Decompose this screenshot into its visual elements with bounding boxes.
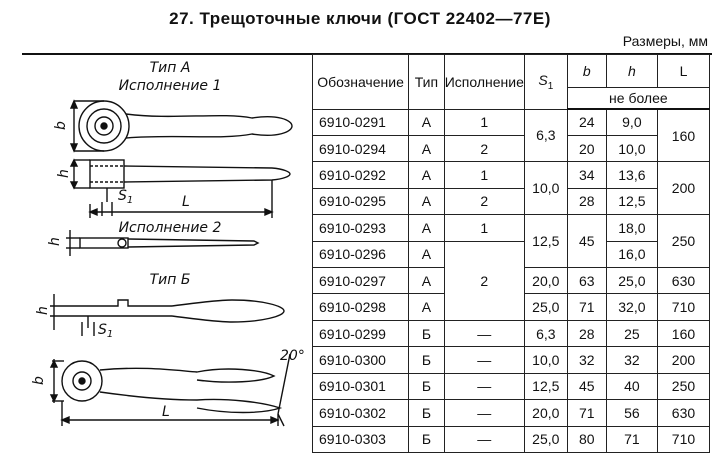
cell-b: 20 — [567, 135, 606, 161]
cell-b: 28 — [567, 188, 606, 214]
dim-s-b: $S_1$ — [98, 322, 114, 340]
cell-L: 710 — [657, 294, 709, 320]
dim-angle: 20° — [280, 348, 305, 364]
cell-code: 6910-0296 — [313, 241, 409, 267]
wrench-drawings — [22, 54, 312, 454]
dim-L-b: L — [162, 404, 170, 420]
header-b: b — [567, 55, 606, 88]
dim-h-b: h — [35, 306, 51, 315]
cell-h: 25 — [606, 320, 657, 346]
cell-s: 20,0 — [524, 268, 567, 294]
table-row — [313, 426, 710, 452]
table-row — [313, 215, 710, 241]
cell-variant: — — [444, 426, 524, 452]
cell-variant — [444, 241, 524, 267]
cell-type: А — [409, 135, 445, 161]
table-row — [313, 347, 710, 373]
cell-s: 10,0 — [524, 162, 567, 215]
cell-L: 200 — [657, 347, 709, 373]
cell-h: 10,0 — [606, 135, 657, 161]
cell-s: 20,0 — [524, 400, 567, 426]
page-title: 27. Трещоточные ключи (ГОСТ 22402—77Е) — [169, 9, 551, 28]
table-row — [313, 135, 710, 161]
table-row — [313, 294, 710, 320]
cell-variant: — — [444, 320, 524, 346]
dim-L-a: L — [182, 194, 190, 210]
cell-variant: 2 — [444, 188, 524, 214]
cell-L: 630 — [657, 400, 709, 426]
label-variant-1: Исполнение 1 — [118, 78, 222, 94]
cell-code: 6910-0292 — [313, 162, 409, 188]
table-row — [313, 373, 710, 399]
cell-s: 6,3 — [524, 109, 567, 162]
cell-variant: 2 — [444, 135, 524, 161]
cell-h: 32,0 — [606, 294, 657, 320]
cell-code: 6910-0293 — [313, 215, 409, 241]
cell-type: А — [409, 215, 445, 241]
cell-h: 9,0 — [606, 109, 657, 135]
cell-L: 160 — [657, 320, 709, 346]
header-L: L — [657, 55, 709, 88]
cell-code: 6910-0301 — [313, 373, 409, 399]
cell-type: А — [409, 294, 445, 320]
cell-s: 10,0 — [524, 347, 567, 373]
type-a-top-view-drawing — [71, 101, 292, 151]
table-row — [313, 109, 710, 135]
header-s: $S_1$ — [524, 55, 567, 110]
label-variant-2: Исполнение 2 — [118, 220, 222, 236]
cell-s: 12,5 — [524, 373, 567, 399]
cell-variant: 1 — [444, 162, 524, 188]
cell-type: А — [409, 268, 445, 294]
cell-code: 6910-0291 — [313, 109, 409, 135]
cell-h: 16,0 — [606, 241, 657, 267]
label-type-b: Тип Б — [149, 272, 191, 288]
cell-variant: — — [444, 400, 524, 426]
cell-type: Б — [409, 400, 445, 426]
cell-b: 32 — [567, 347, 606, 373]
cell-L: 160 — [657, 109, 709, 162]
cell-L: 630 — [657, 268, 709, 294]
dim-h-a: h — [56, 169, 72, 178]
table-row — [313, 268, 710, 294]
cell-code: 6910-0294 — [313, 135, 409, 161]
cell-type: Б — [409, 373, 445, 399]
cell-variant: 1 — [444, 215, 524, 241]
cell-b: 63 — [567, 268, 606, 294]
header-type: Тип — [409, 55, 445, 110]
dim-b-b: b — [31, 376, 47, 385]
cell-h: 32 — [606, 347, 657, 373]
header-designation: Обозначение — [313, 55, 409, 110]
cell-code: 6910-0299 — [313, 320, 409, 346]
cell-variant: 2 — [444, 268, 524, 294]
cell-type: А — [409, 188, 445, 214]
cell-type: А — [409, 241, 445, 267]
cell-variant — [444, 294, 524, 320]
table-row — [313, 241, 710, 267]
cell-h: 40 — [606, 373, 657, 399]
cell-type: Б — [409, 320, 445, 346]
spec-table — [312, 54, 710, 453]
cell-h: 25,0 — [606, 268, 657, 294]
cell-h: 71 — [606, 426, 657, 452]
cell-b: 71 — [567, 294, 606, 320]
cell-s: 12,5 — [524, 215, 567, 268]
cell-b: 71 — [567, 400, 606, 426]
type-b-side-view-drawing — [50, 294, 284, 336]
cell-variant: 1 — [444, 109, 524, 135]
dim-s-a: $S_1$ — [118, 188, 134, 206]
cell-h: 18,0 — [606, 215, 657, 241]
table-row — [313, 162, 710, 188]
cell-b: 34 — [567, 162, 606, 188]
type-a-side-view-drawing — [71, 160, 290, 218]
cell-b: 45 — [567, 215, 606, 268]
header-h: h — [606, 55, 657, 88]
cell-L: 200 — [657, 162, 709, 215]
cell-type: Б — [409, 426, 445, 452]
table-row — [313, 320, 710, 346]
cell-s: 25,0 — [524, 294, 567, 320]
dim-b-a: b — [53, 121, 69, 130]
units-note: Размеры, мм — [622, 33, 708, 49]
cell-s: 25,0 — [524, 426, 567, 452]
cell-type: А — [409, 109, 445, 135]
table-row — [313, 400, 710, 426]
header-variant: Исполнение — [444, 55, 524, 110]
cell-b: 24 — [567, 109, 606, 135]
cell-L: 250 — [657, 373, 709, 399]
cell-type: А — [409, 162, 445, 188]
cell-h: 56 — [606, 400, 657, 426]
cell-variant: — — [444, 373, 524, 399]
dim-h-a2: h — [47, 237, 63, 246]
cell-L: 710 — [657, 426, 709, 452]
cell-h: 13,6 — [606, 162, 657, 188]
cell-s: 6,3 — [524, 320, 567, 346]
cell-code: 6910-0298 — [313, 294, 409, 320]
cell-b: 28 — [567, 320, 606, 346]
cell-L: 250 — [657, 215, 709, 268]
cell-b: 80 — [567, 426, 606, 452]
cell-code: 6910-0302 — [313, 400, 409, 426]
cell-variant: — — [444, 347, 524, 373]
cell-type: Б — [409, 347, 445, 373]
cell-code: 6910-0297 — [313, 268, 409, 294]
cell-code: 6910-0295 — [313, 188, 409, 214]
type-b-top-view-drawing — [51, 354, 290, 426]
label-type-a: Тип А — [149, 60, 191, 76]
table-row — [313, 188, 710, 214]
header-max-note: не более — [567, 88, 709, 110]
cell-code: 6910-0303 — [313, 426, 409, 452]
cell-code: 6910-0300 — [313, 347, 409, 373]
cell-h: 12,5 — [606, 188, 657, 214]
cell-b: 45 — [567, 373, 606, 399]
